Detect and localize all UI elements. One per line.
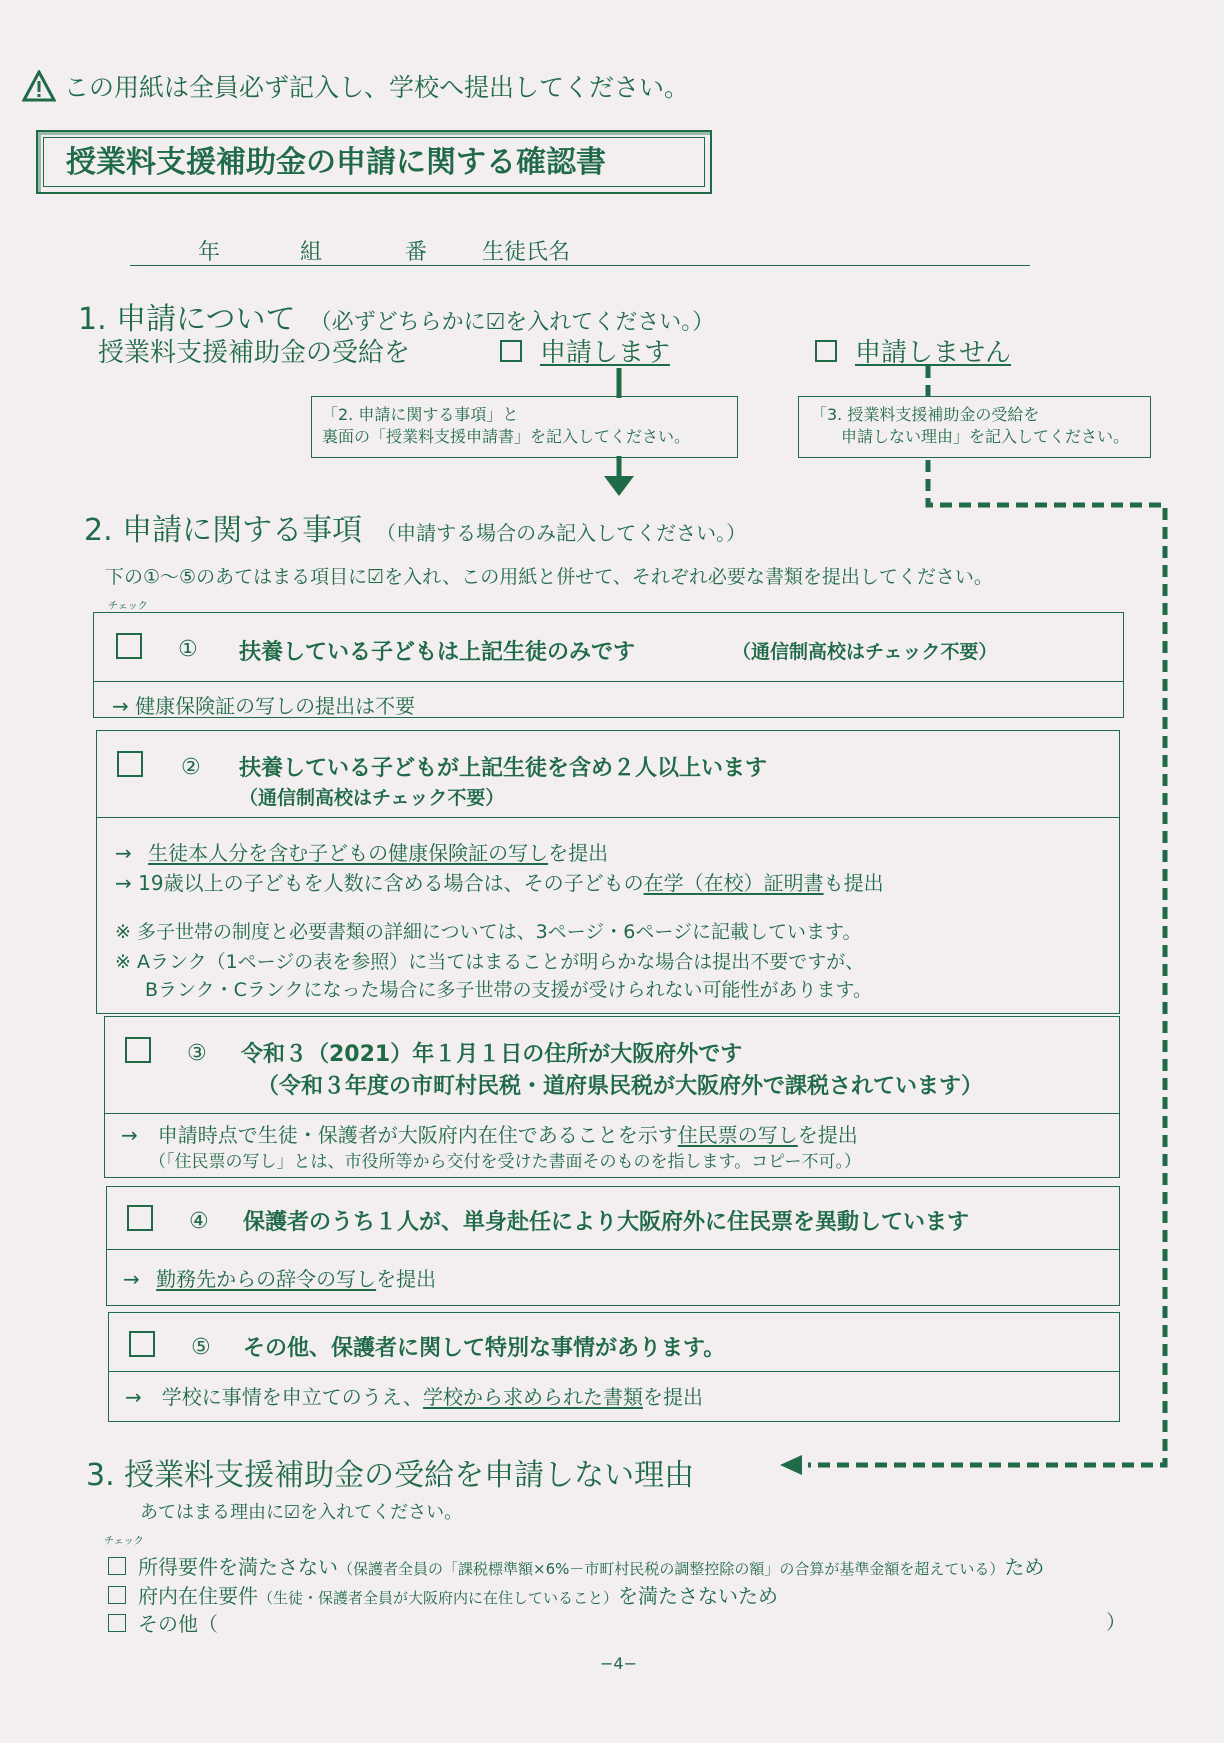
reason1-row[interactable]: [108, 1551, 1044, 1580]
not-apply-instruction-box: [798, 396, 1151, 458]
item4-detail1: [123, 1263, 436, 1292]
item2-note1: ※ 多子世帯の制度と必要書類の詳細については、3ページ・6ページに記載しています。: [115, 921, 862, 943]
apply-option-label: 申請します: [540, 338, 671, 368]
apply-instruction-box: [311, 396, 738, 458]
reason2-checkbox[interactable]: [108, 1586, 126, 1604]
not-apply-instruction-line2: 申請しない理由」を記入してください。: [841, 427, 1130, 446]
class-label: 組: [300, 240, 323, 265]
item5-title: その他、保護者に関して特別な事情があります。: [243, 1336, 726, 1361]
item2-number: ②: [181, 755, 201, 780]
item2-title: 扶養している子どもが上記生徒を含め２人以上います: [239, 756, 768, 781]
item3-detail2: （「住民票の写し」とは、市役所等から交付を受けた書面そのものを指します。コピー不可。）: [149, 1152, 861, 1172]
warning-text: この用紙は全員必ず記入し、学校へ提出してください。: [64, 73, 690, 102]
item3-detail1-tail: を提出: [797, 1123, 858, 1147]
reason3-checkbox[interactable]: [108, 1614, 126, 1632]
item3-detail1-underlined: 住民票の写し: [677, 1123, 798, 1147]
item2-title-note: （通信制高校はチェック不要）: [239, 787, 505, 809]
item5-detail1-head: → 学校に事情を申立てのうえ、: [125, 1385, 423, 1409]
grade-label: 年: [198, 240, 221, 265]
item1-divider: [94, 681, 1123, 682]
item5-detail1: [125, 1381, 703, 1410]
item2-detail1-tail: を提出: [548, 841, 609, 865]
document-title: 授業料支援補助金の申請に関する確認書: [43, 137, 705, 187]
student-name-label: 生徒氏名: [482, 240, 571, 265]
reason2-text: [138, 1580, 778, 1609]
reason2-head: 府内在住要件: [138, 1584, 258, 1608]
section1-note: （必ずどちらかに☑を入れてください。）: [309, 310, 715, 335]
reason1-tail: ため: [1004, 1555, 1045, 1579]
section3-heading: 3. 授業料支援補助金の受給を申請しない理由: [86, 1458, 695, 1493]
item3-box: [104, 1016, 1120, 1178]
section1-heading: 1. 申請について: [78, 302, 296, 337]
item1-box: [93, 612, 1124, 718]
reason1-text: [138, 1551, 1044, 1580]
item2-detail2: [115, 867, 884, 896]
item2-detail1-underlined: 生徒本人分を含む子どもの健康保険証の写し: [148, 841, 549, 865]
section2-heading: 2. 申請に関する事項: [84, 513, 363, 548]
item5-detail1-tail: を提出: [642, 1385, 703, 1409]
item4-checkbox[interactable]: [127, 1205, 153, 1231]
section3-instruction: あてはまる理由に☑を入れてください。: [140, 1502, 463, 1523]
item2-detail1: [115, 837, 608, 866]
item4-detail1-underlined: 勤務先からの辞令の写し: [156, 1267, 377, 1291]
item4-number: ④: [189, 1209, 209, 1234]
item4-detail1-arrow: →: [123, 1267, 140, 1291]
item2-box: [96, 730, 1120, 1014]
reason3-head: その他（: [138, 1612, 218, 1636]
item2-divider: [97, 817, 1119, 818]
item1-checkbox[interactable]: [116, 633, 142, 659]
item1-title: 扶養している子どもは上記生徒のみです: [239, 640, 636, 665]
item3-divider: [105, 1113, 1119, 1114]
item2-detail2-tail: も提出: [823, 871, 884, 895]
item3-detail1: [121, 1119, 858, 1148]
item2-checkbox[interactable]: [117, 751, 143, 777]
item3-title-line2: （令和３年度の市町村民税・道府県民税が大阪府外で課税されています）: [257, 1074, 984, 1099]
section2-header: [84, 505, 746, 549]
not-apply-option-label: 申請しません: [855, 338, 1012, 368]
item4-box: [106, 1186, 1120, 1306]
apply-instruction-line1: 「2. 申請に関する事項」と: [322, 405, 519, 424]
section1-question: 授業料支援補助金の受給を: [98, 338, 411, 368]
item4-detail1-tail: を提出: [376, 1267, 437, 1291]
section2-note: （申請する場合のみ記入してください。）: [376, 521, 747, 545]
reason2-row[interactable]: [108, 1580, 778, 1609]
item1-title-note: （通信制高校はチェック不要）: [732, 641, 998, 663]
section3-check-label: チェック: [104, 1536, 144, 1547]
reason1-head: 所得要件を満たさない: [138, 1555, 338, 1579]
item3-title: 令和３（2021）年１月１日の住所が大阪府外です: [241, 1042, 743, 1067]
item3-number: ③: [187, 1041, 207, 1066]
reason3-close-paren: ）: [1106, 1610, 1126, 1634]
item3-detail1-head: → 申請時点で生徒・保護者が大阪府内在住であることを示す: [121, 1123, 678, 1147]
item4-title: 保護者のうち１人が、単身赴任により大阪府外に住民票を異動しています: [243, 1210, 970, 1235]
not-apply-instruction-line1: 「3. 授業料支援補助金の受給を: [811, 405, 1040, 424]
apply-instruction-line2: 裏面の「授業料支援申請書」を記入してください。: [322, 427, 691, 446]
section2-check-label: チェック: [108, 601, 148, 612]
item2-note3: Bランク・Cランクになった場合に多子世帯の支援が受けられない可能性があります。: [145, 979, 873, 1001]
item2-note2: ※ Aランク（1ページの表を参照）に当てはまることが明らかな場合は提出不要ですが、: [115, 951, 865, 973]
reason2-small: （生徒・保護者全員が大阪府内に在住していること）: [258, 1589, 619, 1607]
number-label: 番: [405, 240, 428, 265]
item3-checkbox[interactable]: [125, 1037, 151, 1063]
item5-number: ⑤: [191, 1335, 211, 1360]
item5-checkbox[interactable]: [129, 1331, 155, 1357]
item2-detail1-arrow: →: [115, 841, 132, 865]
section2-instruction: 下の①～⑤のあてはまる項目に☑を入れ、この用紙と併せて、それぞれ必要な書類を提出してください。: [105, 566, 993, 588]
item2-detail2-head: → 19歳以上の子どもを人数に含める場合は、その子どもの: [115, 871, 644, 895]
item2-detail2-underlined: 在学（在校）証明書: [643, 871, 824, 895]
reason1-checkbox[interactable]: [108, 1557, 126, 1575]
item1-detail: → 健康保険証の写しの提出は不要: [112, 694, 416, 718]
page-number: −4−: [600, 1654, 637, 1673]
item5-detail1-underlined: 学校から求められた書類: [422, 1385, 643, 1409]
reason3-row[interactable]: [108, 1608, 218, 1637]
reason1-small: （保護者全員の「課税標準額×6%－市町村民税の調整控除の額」の合算が基準金額を超えている）: [338, 1560, 1005, 1578]
item5-box: [108, 1312, 1120, 1422]
item4-divider: [107, 1249, 1119, 1250]
item1-number: ①: [178, 637, 198, 662]
item5-divider: [109, 1371, 1119, 1372]
reason2-tail: を満たさないため: [618, 1584, 779, 1608]
